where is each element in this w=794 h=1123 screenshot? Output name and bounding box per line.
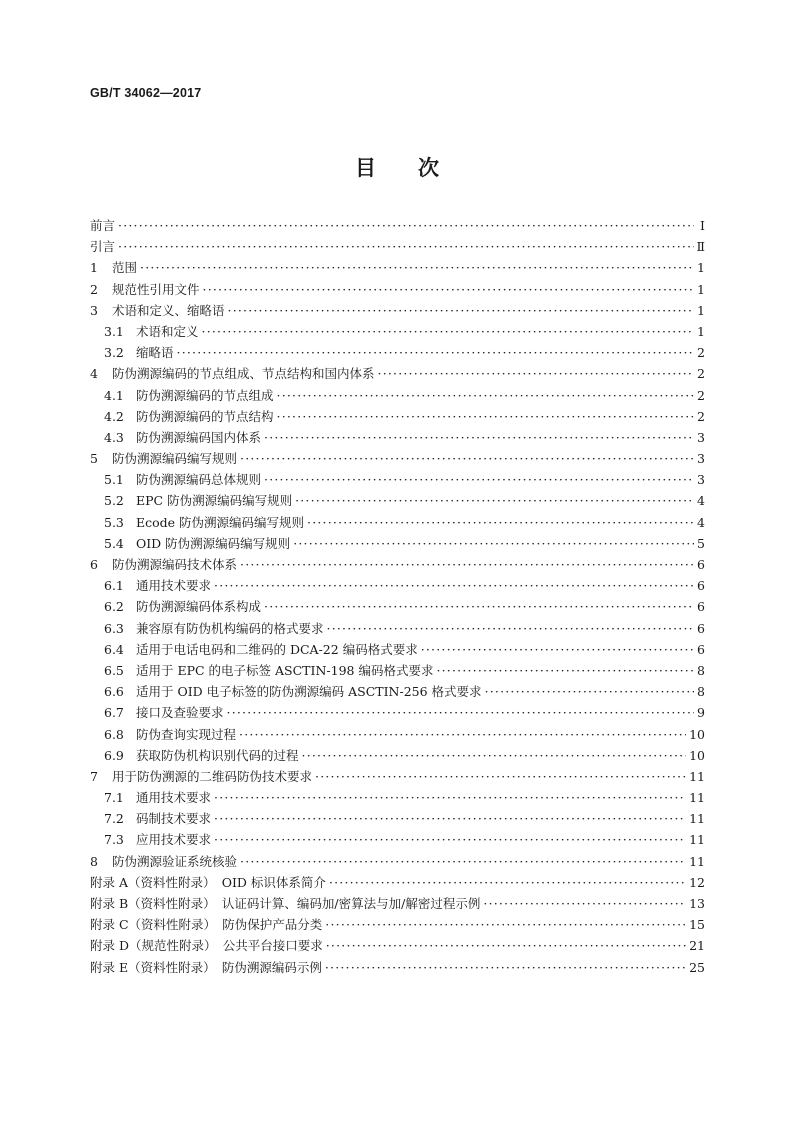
toc-leader-dots — [277, 409, 694, 424]
toc-leader-dots — [307, 515, 694, 530]
toc-entry[interactable] — [90, 894, 705, 915]
toc-leader-dots — [483, 896, 686, 911]
toc-leader-dots — [378, 366, 694, 381]
toc-leader-dots — [277, 388, 694, 403]
toc-leader-dots — [436, 663, 694, 678]
toc-leader-dots — [325, 917, 686, 932]
toc-entry-title: 附录 B（资料性附录） 认证码计算、编码加/密算法与加/解密过程示例 — [90, 896, 481, 911]
toc-entry[interactable] — [90, 407, 705, 428]
toc-entry-number: 6.1 — [104, 578, 124, 594]
toc-leader-dots — [302, 748, 687, 763]
toc-entry[interactable] — [90, 301, 705, 322]
toc-leader-dots — [203, 282, 694, 297]
toc-page-number: Ⅱ — [696, 239, 705, 255]
toc-entry[interactable] — [90, 936, 705, 957]
toc-page-number: 10 — [689, 726, 705, 742]
toc-entry[interactable] — [90, 725, 705, 746]
toc-page-number: 12 — [689, 874, 705, 890]
toc-entry-number: 5.3 — [104, 514, 124, 530]
toc-entry-title: 适用于电话电码和二维码的 DCA-22 编码格式要求 — [136, 641, 418, 657]
toc-entry[interactable] — [90, 258, 705, 279]
toc-entry-number: 4.2 — [104, 408, 124, 424]
toc-entry-title: 防伪溯源编码技术体系 — [112, 557, 238, 572]
toc-page-number: 1 — [697, 323, 705, 339]
toc-page-number: 4 — [697, 514, 705, 530]
toc-leader-dots — [140, 260, 694, 275]
toc-entry-title: 适用于 EPC 的电子标签 ASCTIN-198 编码格式要求 — [136, 662, 434, 678]
toc-entry-number: 6.3 — [104, 620, 124, 636]
toc-leader-dots — [214, 811, 686, 826]
toc-leader-dots — [264, 472, 694, 487]
toc-page-number: 1 — [697, 260, 705, 276]
toc-page-number: 11 — [689, 811, 705, 827]
toc-entry-number: 6.9 — [104, 747, 124, 763]
title-char-1: 目 — [355, 155, 376, 180]
toc-entry[interactable] — [90, 767, 705, 788]
toc-page-number: 9 — [697, 705, 705, 721]
toc-entry[interactable] — [90, 682, 705, 703]
toc-entry-number: 8 — [90, 853, 98, 869]
toc-entry-number: 3.2 — [104, 345, 124, 361]
toc-entry-title: 引言 — [90, 239, 116, 255]
toc-entry[interactable] — [90, 852, 705, 873]
toc-page-number: 1 — [697, 302, 705, 318]
toc-page-number: 2 — [697, 345, 705, 361]
toc-entry[interactable] — [90, 597, 705, 618]
toc-entry-title: 防伪溯源验证系统核验 — [112, 853, 238, 869]
toc-entry-number: 6.4 — [104, 641, 124, 657]
toc-leader-dots — [264, 430, 694, 445]
toc-entry[interactable] — [90, 449, 705, 470]
toc-page-number: 11 — [689, 832, 705, 848]
toc-entry-number: 6.2 — [104, 599, 124, 615]
toc-entry-title: 范围 — [112, 260, 138, 276]
toc-entry-title: 术语和定义、缩略语 — [112, 302, 225, 318]
toc-entry[interactable] — [90, 703, 705, 724]
toc-entry-number: 7.1 — [104, 790, 124, 806]
toc-entry-title: 附录 C（资料性附录） 防伪保护产品分类 — [90, 917, 323, 933]
toc-entry-title: 防伪溯源编码总体规则 — [136, 472, 262, 488]
toc-leader-dots — [240, 451, 694, 466]
toc-leader-dots — [485, 684, 694, 699]
toc-entry-number: 4 — [90, 366, 98, 382]
toc-page-number: 6 — [697, 620, 705, 636]
toc-entry[interactable] — [90, 386, 705, 407]
toc-page-number: 6 — [697, 578, 705, 594]
toc-entry[interactable] — [90, 364, 705, 385]
toc-entry[interactable] — [90, 619, 705, 640]
toc-entry-number: 6 — [90, 557, 98, 572]
toc-page-number: 15 — [689, 917, 705, 933]
toc-page-number: 5 — [697, 535, 705, 551]
toc-leader-dots — [214, 578, 694, 593]
toc-entry[interactable] — [90, 576, 705, 597]
toc-entry-title: 防伪溯源编码的节点组成 — [136, 387, 274, 403]
toc-entry-title: Ecode 防伪溯源编码编写规则 — [136, 514, 305, 530]
toc-leader-dots — [239, 727, 686, 742]
toc-entry-number: 7 — [90, 768, 98, 784]
toc-page-number: 6 — [697, 641, 705, 657]
toc-page-number: 3 — [697, 429, 705, 445]
standard-code: GB/T 34062—2017 — [90, 86, 202, 100]
toc-page-number: 6 — [697, 557, 705, 572]
toc-leader-dots — [214, 832, 686, 847]
toc-leader-dots — [326, 938, 686, 953]
toc-entry[interactable] — [90, 640, 705, 661]
toc-page-number: 8 — [697, 684, 705, 700]
toc-entry[interactable] — [90, 873, 705, 894]
toc-entry-number: 5.2 — [104, 493, 124, 509]
toc-entry-title: 规范性引用文件 — [112, 281, 200, 297]
toc-entry-title: 附录 A（资料性附录） OID 标识体系简介 — [90, 874, 326, 890]
toc-leader-dots — [264, 599, 694, 614]
toc-leader-dots — [329, 875, 686, 890]
toc-leader-dots — [240, 854, 686, 869]
toc-entry[interactable] — [90, 280, 705, 301]
toc-entry-number: 7.2 — [104, 811, 124, 827]
toc-entry[interactable] — [90, 470, 705, 491]
toc-page-number: 6 — [697, 599, 705, 615]
toc-entry[interactable] — [90, 915, 705, 936]
toc-page-number: 11 — [689, 790, 705, 806]
toc-leader-dots — [227, 705, 694, 720]
toc-entry-title: EPC 防伪溯源编码编写规则 — [136, 493, 293, 509]
toc-entry[interactable] — [90, 534, 705, 555]
toc-page-number: 2 — [697, 366, 705, 382]
toc-leader-dots — [228, 303, 694, 318]
toc-page-number: 11 — [689, 768, 705, 784]
toc-page-number: 10 — [689, 747, 705, 763]
toc-page-number: 21 — [689, 938, 705, 954]
toc-page-number: 13 — [689, 896, 705, 911]
toc-entry-number: 5.4 — [104, 535, 124, 551]
toc-entry-number: 6.5 — [104, 662, 124, 678]
toc-entry-title: 兼容原有防伪机构编码的格式要求 — [136, 620, 324, 636]
toc-entry-title: 附录 D（规范性附录） 公共平台接口要求 — [90, 938, 323, 954]
toc-leader-dots — [202, 324, 694, 339]
toc-leader-dots — [214, 790, 686, 805]
toc-entry[interactable] — [90, 809, 705, 830]
toc-entry[interactable] — [90, 216, 705, 237]
toc-leader-dots — [293, 536, 694, 551]
toc-entry[interactable] — [90, 491, 705, 512]
toc-entry-title: 前言 — [90, 218, 116, 233]
toc-leader-dots — [118, 239, 693, 254]
toc-entry-number: 5.1 — [104, 472, 124, 488]
toc-entry-title: 防伪溯源编码国内体系 — [136, 429, 262, 445]
toc-leader-dots — [325, 960, 686, 975]
toc-entry-title: 接口及查验要求 — [136, 705, 224, 721]
toc-page-number: 8 — [697, 662, 705, 678]
toc-page-number: 2 — [697, 408, 705, 424]
toc-page-number: 11 — [689, 853, 705, 869]
table-of-contents — [90, 216, 705, 979]
toc-entry-number: 6.6 — [104, 684, 124, 700]
toc-entry[interactable] — [90, 343, 705, 364]
toc-entry-number: 3.1 — [104, 323, 124, 339]
title-char-2: 次 — [418, 155, 439, 180]
toc-entry-title: 获取防伪机构识别代码的过程 — [136, 747, 299, 763]
toc-entry-title: 防伪溯源编码编写规则 — [112, 451, 238, 467]
toc-entry-number: 3 — [90, 302, 98, 318]
toc-leader-dots — [295, 493, 694, 508]
toc-page-number: 3 — [697, 451, 705, 467]
toc-entry-title: 通用技术要求 — [136, 790, 212, 806]
toc-leader-dots — [240, 557, 694, 572]
toc-entry-title: OID 防伪溯源编码编写规则 — [136, 535, 291, 551]
toc-entry-title: 适用于 OID 电子标签的防伪溯源编码 ASCTIN-256 格式要求 — [136, 684, 482, 700]
toc-page-number: 2 — [697, 387, 705, 403]
toc-entry[interactable] — [90, 958, 705, 979]
toc-entry-number: 7.3 — [104, 832, 124, 848]
toc-entry[interactable] — [90, 513, 705, 534]
toc-entry-number: 1 — [90, 260, 98, 276]
toc-entry-title: 码制技术要求 — [136, 811, 212, 827]
toc-entry-number: 2 — [90, 281, 98, 297]
toc-entry[interactable] — [90, 661, 705, 682]
toc-entry-number: 4.3 — [104, 429, 124, 445]
toc-entry[interactable] — [90, 830, 705, 851]
toc-entry[interactable] — [90, 746, 705, 767]
toc-leader-dots — [421, 642, 694, 657]
page-title — [0, 152, 794, 182]
toc-entry-title: 防伪溯源编码的节点结构 — [136, 408, 274, 424]
toc-entry-title: 应用技术要求 — [136, 832, 212, 848]
toc-entry[interactable] — [90, 788, 705, 809]
toc-page-number: 25 — [689, 959, 705, 975]
toc-entry-title: 防伪查询实现过程 — [136, 726, 237, 742]
toc-page-number: 1 — [697, 281, 705, 297]
toc-entry-title: 术语和定义 — [136, 323, 199, 339]
toc-entry-number: 5 — [90, 451, 98, 467]
toc-leader-dots — [177, 345, 694, 360]
toc-entry[interactable] — [90, 237, 705, 258]
toc-page-number: 4 — [697, 493, 705, 509]
toc-page-number: Ⅰ — [700, 218, 705, 233]
toc-entry-title: 附录 E（资料性附录） 防伪溯源编码示例 — [90, 959, 322, 975]
toc-entry-title: 通用技术要求 — [136, 578, 212, 594]
toc-page-number: 3 — [697, 472, 705, 488]
toc-entry-title: 防伪溯源编码体系构成 — [136, 599, 262, 615]
toc-entry-number: 6.8 — [104, 726, 124, 742]
toc-entry-title: 缩略语 — [136, 345, 174, 361]
toc-leader-dots — [315, 769, 686, 784]
toc-leader-dots — [118, 218, 694, 233]
toc-leader-dots — [327, 621, 694, 636]
toc-entry-title: 防伪溯源编码的节点组成、节点结构和国内体系 — [112, 366, 375, 382]
toc-entry-title: 用于防伪溯源的二维码防伪技术要求 — [112, 768, 313, 784]
toc-entry[interactable] — [90, 555, 705, 576]
toc-entry-number: 6.7 — [104, 705, 124, 721]
toc-entry[interactable] — [90, 428, 705, 449]
toc-entry[interactable] — [90, 322, 705, 343]
toc-entry-number: 4.1 — [104, 387, 124, 403]
